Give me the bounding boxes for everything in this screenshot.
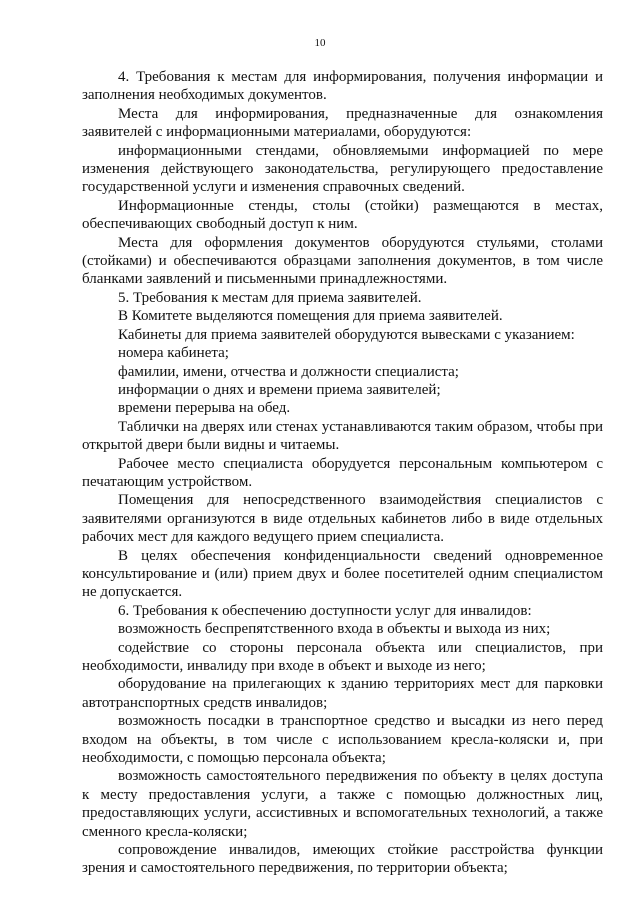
paragraph: сопровождение инвалидов, имеющих стойкие расстройства функции зрения и самостоятельного передвижения, по территории объекта; — [82, 842, 603, 877]
paragraph: информационными стендами, обновляемыми информацией по мере изменения действующего законодательства, регулирующего предоставление государственной услуги и изменения справочных сведений. — [82, 142, 603, 196]
page-number: 10 — [314, 37, 326, 49]
paragraph: Таблички на дверях или стенах устанавливаются таким образом, чтобы при открытой двери были видны и читаемы. — [82, 418, 603, 454]
paragraph: В целях обеспечения конфиденциальности сведений одновременное консультирование и (или) прием двух и более посетителей одним специалистом не допускается. — [82, 547, 603, 601]
paragraph: возможность самостоятельного передвижения по объекту в целях доступа к месту предоставления услуги, а также с помощью должностных лиц, предоставляющих услуги, ассистивных и вспомогательных технологий, а также сменного кресла-коляски; — [82, 768, 603, 840]
paragraph: Рабочее место специалиста оборудуется персональным компьютером с печатающим устройством. — [82, 455, 603, 490]
paragraph: 6. Требования к обеспечению доступности услуг для инвалидов: — [118, 602, 532, 619]
paragraph: Информационные стенды, столы (стойки) размещаются в местах, обеспечивающих свободный доступ к ним. — [82, 197, 603, 233]
paragraph: В Комитете выделяются помещения для приема заявителей. — [118, 308, 503, 325]
paragraph: 4. Требования к местам для информирования, получения информации и заполнения необходимых документов. — [82, 69, 603, 104]
paragraph: возможность беспрепятственного входа в объекты и выхода из них; — [118, 621, 551, 638]
paragraph: оборудование на прилегающих к зданию территориях мест для парковки автотранспортных средств инвалидов; — [82, 676, 603, 711]
paragraph: содействие со стороны персонала объекта или специалистов, при необходимости, инвалиду при входе в объект и выходе из него; — [82, 639, 603, 674]
paragraph: возможность посадки в транспортное средство и высадки из него перед входом на объекты, в том числе с использованием кресла-коляски и, при необходимости, с помощью персонала объекта; — [82, 713, 603, 767]
paragraph: информации о днях и времени приема заявителей; — [118, 381, 441, 398]
paragraph: 5. Требования к местам для приема заявителей. — [118, 289, 422, 306]
paragraph: номера кабинета; — [118, 345, 229, 362]
paragraph: Кабинеты для приема заявителей оборудуются вывесками с указанием: — [118, 326, 575, 343]
paragraph: Места для оформления документов оборудуются стульями, столами (стойками) и обеспечиваются образцами заполнения документов, в том числе бланками заявлений и письменными принадлежностями. — [82, 234, 603, 288]
paragraph: фамилии, имени, отчества и должности специалиста; — [118, 363, 459, 380]
paragraph: времени перерыва на обед. — [118, 400, 291, 417]
paragraph: Места для информирования, предназначенные для ознакомления заявителей с информационными материалами, оборудуются: — [82, 105, 603, 141]
document-body — [82, 68, 603, 878]
paragraph: Помещения для непосредственного взаимодействия специалистов с заявителями организуются в виде отдельных кабинетов либо в виде отдельных рабочих мест для каждого ведущего прием специалиста. — [82, 492, 603, 546]
